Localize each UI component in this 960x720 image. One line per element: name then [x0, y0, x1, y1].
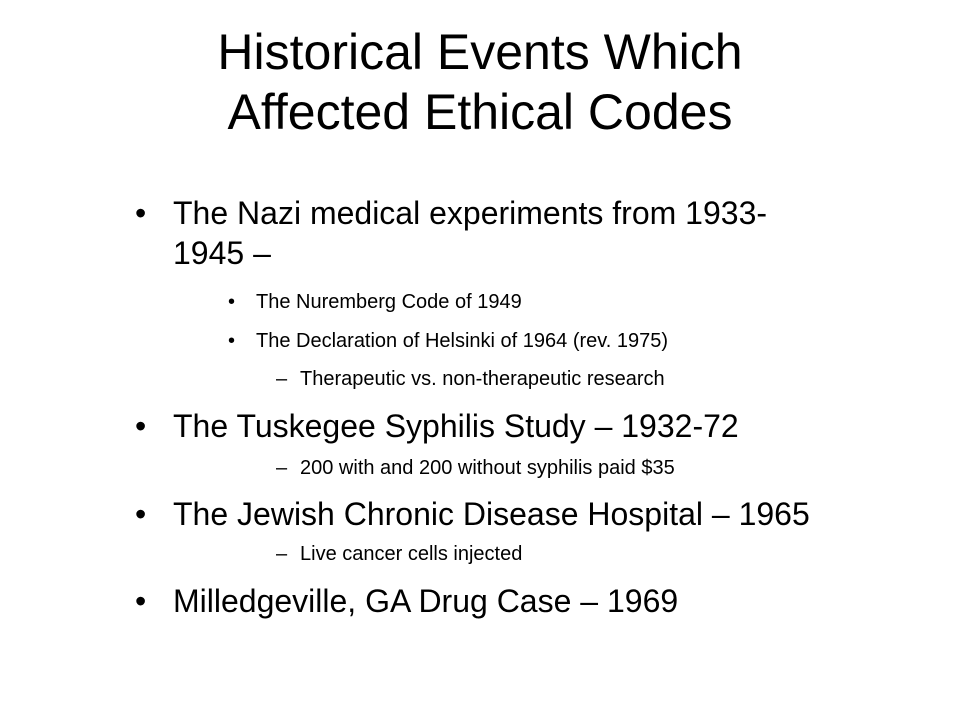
bullet-jewish: •	[135, 496, 147, 532]
subsub-item-tuskegee: 200 with and 200 without syphilis paid $35	[300, 457, 675, 479]
item-nazi-line1: The Nazi medical experiments from 1933-	[173, 195, 768, 231]
subsub-item-jewish: Live cancer cells injected	[300, 543, 523, 565]
sub-item-nuremberg: The Nuremberg Code of 1949	[256, 291, 522, 313]
item-nazi-line2: 1945 –	[173, 235, 271, 271]
title-line-2: Affected Ethical Codes	[227, 84, 733, 140]
sub-item-helsinki: The Declaration of Helsinki of 1964 (rev. 1975)	[256, 330, 669, 352]
dash-therapeutic: –	[276, 368, 288, 390]
bullet-helsinki: •	[228, 330, 236, 352]
subsub-item-therapeutic: Therapeutic vs. non-therapeutic research	[300, 368, 665, 390]
item-jewish: The Jewish Chronic Disease Hospital – 1965	[173, 496, 810, 532]
dash-tuskegee: –	[276, 457, 288, 479]
bullet-nazi: •	[135, 195, 147, 231]
title-line-1: Historical Events Which	[217, 24, 743, 80]
bullet-nuremberg: •	[228, 291, 236, 313]
bullet-milledgeville: •	[135, 583, 147, 619]
dash-jewish: –	[276, 543, 288, 565]
item-tuskegee: The Tuskegee Syphilis Study – 1932-72	[173, 408, 739, 444]
bullet-tuskegee: •	[135, 408, 147, 444]
item-milledgeville: Milledgeville, GA Drug Case – 1969	[173, 583, 679, 619]
